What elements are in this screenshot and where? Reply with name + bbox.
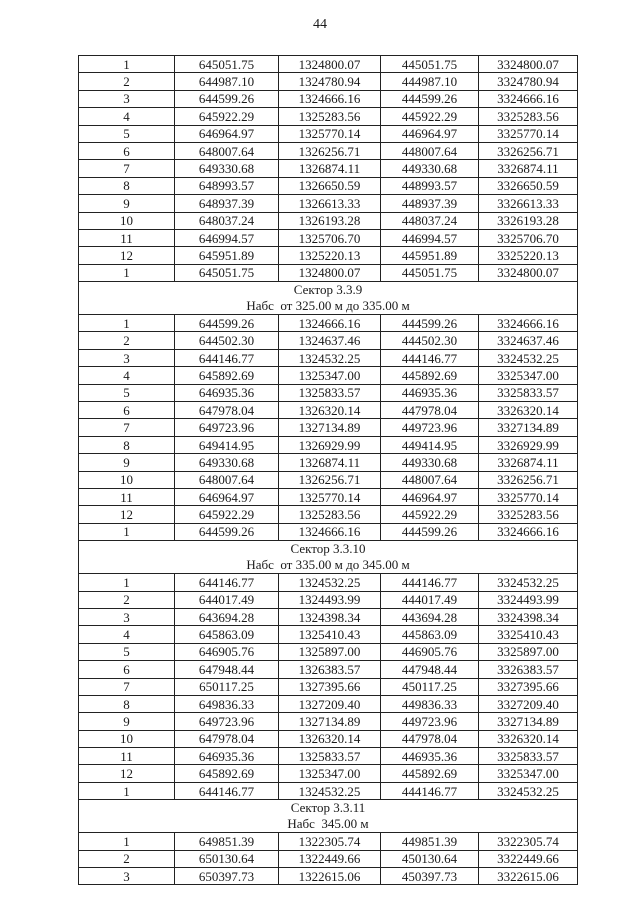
y2-coord-cell: 3324532.25 bbox=[479, 574, 578, 591]
point-number-cell: 8 bbox=[79, 436, 175, 453]
x2-coord-cell: 450130.64 bbox=[381, 850, 479, 867]
y-coord-cell: 1326874.11 bbox=[279, 160, 381, 177]
y2-coord-cell: 3326874.11 bbox=[479, 454, 578, 471]
point-number-cell: 10 bbox=[79, 212, 175, 229]
x2-coord-cell: 446994.57 bbox=[381, 229, 479, 246]
x-coord-cell: 649851.39 bbox=[175, 833, 279, 850]
x-coord-cell: 644017.49 bbox=[175, 591, 279, 608]
x-coord-cell: 649723.96 bbox=[175, 419, 279, 436]
y2-coord-cell: 3324666.16 bbox=[479, 315, 578, 332]
point-number-cell: 8 bbox=[79, 695, 175, 712]
point-number-cell: 1 bbox=[79, 264, 175, 281]
point-number-cell: 2 bbox=[79, 850, 175, 867]
y-coord-cell: 1325833.57 bbox=[279, 748, 381, 765]
y2-coord-cell: 3324666.16 bbox=[479, 90, 578, 107]
y2-coord-cell: 3324493.99 bbox=[479, 591, 578, 608]
y2-coord-cell: 3322305.74 bbox=[479, 833, 578, 850]
y-coord-cell: 1325347.00 bbox=[279, 765, 381, 782]
point-number-cell: 12 bbox=[79, 765, 175, 782]
point-number-cell: 12 bbox=[79, 506, 175, 523]
x2-coord-cell: 444146.77 bbox=[381, 574, 479, 591]
point-number-cell: 11 bbox=[79, 748, 175, 765]
x-coord-cell: 650117.25 bbox=[175, 678, 279, 695]
table-row bbox=[79, 608, 578, 625]
y2-coord-cell: 3325410.43 bbox=[479, 626, 578, 643]
x2-coord-cell: 447978.04 bbox=[381, 730, 479, 747]
x2-coord-cell: 449723.96 bbox=[381, 419, 479, 436]
point-number-cell: 2 bbox=[79, 332, 175, 349]
point-number-cell: 1 bbox=[79, 782, 175, 799]
y2-coord-cell: 3326256.71 bbox=[479, 142, 578, 159]
y2-coord-cell: 3325770.14 bbox=[479, 488, 578, 505]
y-coord-cell: 1324800.07 bbox=[279, 56, 381, 73]
section-title: Сектор 3.3.11 bbox=[290, 800, 366, 816]
x2-coord-cell: 448007.64 bbox=[381, 471, 479, 488]
y2-coord-cell: 3322449.66 bbox=[479, 850, 578, 867]
x2-coord-cell: 445051.75 bbox=[381, 264, 479, 281]
x-coord-cell: 647978.04 bbox=[175, 730, 279, 747]
x2-coord-cell: 449836.33 bbox=[381, 695, 479, 712]
x-coord-cell: 649836.33 bbox=[175, 695, 279, 712]
y2-coord-cell: 3326320.14 bbox=[479, 402, 578, 419]
table-row bbox=[79, 436, 578, 453]
table-row bbox=[79, 419, 578, 436]
point-number-cell: 11 bbox=[79, 488, 175, 505]
y-coord-cell: 1324532.25 bbox=[279, 574, 381, 591]
y2-coord-cell: 3325283.56 bbox=[479, 506, 578, 523]
x2-coord-cell: 444146.77 bbox=[381, 349, 479, 366]
x-coord-cell: 645051.75 bbox=[175, 56, 279, 73]
y-coord-cell: 1326929.99 bbox=[279, 436, 381, 453]
x2-coord-cell: 446935.36 bbox=[381, 748, 479, 765]
y-coord-cell: 1326320.14 bbox=[279, 402, 381, 419]
y-coord-cell: 1325220.13 bbox=[279, 247, 381, 264]
table-row bbox=[79, 73, 578, 90]
table-row bbox=[79, 574, 578, 591]
x2-coord-cell: 444599.26 bbox=[381, 523, 479, 540]
table-row bbox=[79, 332, 578, 349]
y-coord-cell: 1326383.57 bbox=[279, 661, 381, 678]
y-coord-cell: 1322305.74 bbox=[279, 833, 381, 850]
x-coord-cell: 649330.68 bbox=[175, 454, 279, 471]
section-header bbox=[79, 800, 578, 833]
y-coord-cell: 1324637.46 bbox=[279, 332, 381, 349]
section-subtitle: Набс от 335.00 м до 345.00 м bbox=[246, 557, 410, 573]
table-row bbox=[79, 730, 578, 747]
x-coord-cell: 645863.09 bbox=[175, 626, 279, 643]
y-coord-cell: 1325770.14 bbox=[279, 488, 381, 505]
point-number-cell: 1 bbox=[79, 56, 175, 73]
y-coord-cell: 1325833.57 bbox=[279, 384, 381, 401]
x2-coord-cell: 449330.68 bbox=[381, 454, 479, 471]
table-row bbox=[79, 125, 578, 142]
y2-coord-cell: 3325833.57 bbox=[479, 384, 578, 401]
table-row bbox=[79, 748, 578, 765]
point-number-cell: 2 bbox=[79, 73, 175, 90]
y-coord-cell: 1325706.70 bbox=[279, 229, 381, 246]
x2-coord-cell: 447948.44 bbox=[381, 661, 479, 678]
point-number-cell: 7 bbox=[79, 160, 175, 177]
x-coord-cell: 648007.64 bbox=[175, 471, 279, 488]
x-coord-cell: 646964.97 bbox=[175, 488, 279, 505]
table-row bbox=[79, 90, 578, 107]
x2-coord-cell: 444502.30 bbox=[381, 332, 479, 349]
y2-coord-cell: 3326874.11 bbox=[479, 160, 578, 177]
y2-coord-cell: 3327134.89 bbox=[479, 713, 578, 730]
x-coord-cell: 646935.36 bbox=[175, 748, 279, 765]
x-coord-cell: 649414.95 bbox=[175, 436, 279, 453]
x2-coord-cell: 445951.89 bbox=[381, 247, 479, 264]
y-coord-cell: 1322449.66 bbox=[279, 850, 381, 867]
y2-coord-cell: 3324532.25 bbox=[479, 349, 578, 366]
point-number-cell: 3 bbox=[79, 349, 175, 366]
x2-coord-cell: 444599.26 bbox=[381, 90, 479, 107]
point-number-cell: 1 bbox=[79, 523, 175, 540]
table-row bbox=[79, 195, 578, 212]
table-row bbox=[79, 695, 578, 712]
x-coord-cell: 645892.69 bbox=[175, 765, 279, 782]
y-coord-cell: 1325347.00 bbox=[279, 367, 381, 384]
y2-coord-cell: 3327134.89 bbox=[479, 419, 578, 436]
y2-coord-cell: 3324666.16 bbox=[479, 523, 578, 540]
table-row bbox=[79, 315, 578, 332]
table-row bbox=[79, 626, 578, 643]
section-title: Сектор 3.3.10 bbox=[290, 541, 366, 557]
section-subtitle: Набс 345.00 м bbox=[287, 816, 369, 832]
point-number-cell: 3 bbox=[79, 90, 175, 107]
x2-coord-cell: 444599.26 bbox=[381, 315, 479, 332]
x2-coord-cell: 448937.39 bbox=[381, 195, 479, 212]
y2-coord-cell: 3326193.28 bbox=[479, 212, 578, 229]
table-row bbox=[79, 850, 578, 867]
point-number-cell: 5 bbox=[79, 384, 175, 401]
y2-coord-cell: 3324800.07 bbox=[479, 56, 578, 73]
x-coord-cell: 645892.69 bbox=[175, 367, 279, 384]
y-coord-cell: 1322615.06 bbox=[279, 868, 381, 885]
x2-coord-cell: 446935.36 bbox=[381, 384, 479, 401]
point-number-cell: 2 bbox=[79, 591, 175, 608]
x2-coord-cell: 443694.28 bbox=[381, 608, 479, 625]
point-number-cell: 10 bbox=[79, 471, 175, 488]
y-coord-cell: 1324532.25 bbox=[279, 782, 381, 799]
table-row bbox=[79, 108, 578, 125]
x2-coord-cell: 449851.39 bbox=[381, 833, 479, 850]
y2-coord-cell: 3325770.14 bbox=[479, 125, 578, 142]
x-coord-cell: 645051.75 bbox=[175, 264, 279, 281]
y-coord-cell: 1325410.43 bbox=[279, 626, 381, 643]
y2-coord-cell: 3325347.00 bbox=[479, 367, 578, 384]
x-coord-cell: 646964.97 bbox=[175, 125, 279, 142]
table-row bbox=[79, 782, 578, 799]
table-row bbox=[79, 678, 578, 695]
table-row bbox=[79, 229, 578, 246]
point-number-cell: 5 bbox=[79, 125, 175, 142]
y2-coord-cell: 3324398.34 bbox=[479, 608, 578, 625]
y-coord-cell: 1325897.00 bbox=[279, 643, 381, 660]
y-coord-cell: 1324780.94 bbox=[279, 73, 381, 90]
table-row bbox=[79, 661, 578, 678]
table-row bbox=[79, 765, 578, 782]
x2-coord-cell: 445892.69 bbox=[381, 765, 479, 782]
point-number-cell: 8 bbox=[79, 177, 175, 194]
y2-coord-cell: 3325897.00 bbox=[479, 643, 578, 660]
x-coord-cell: 650130.64 bbox=[175, 850, 279, 867]
y-coord-cell: 1324666.16 bbox=[279, 90, 381, 107]
y2-coord-cell: 3326383.57 bbox=[479, 661, 578, 678]
table-row bbox=[79, 247, 578, 264]
x-coord-cell: 645922.29 bbox=[175, 108, 279, 125]
y2-coord-cell: 3324780.94 bbox=[479, 73, 578, 90]
y2-coord-cell: 3325347.00 bbox=[479, 765, 578, 782]
y2-coord-cell: 3324800.07 bbox=[479, 264, 578, 281]
y-coord-cell: 1324398.34 bbox=[279, 608, 381, 625]
y2-coord-cell: 3327209.40 bbox=[479, 695, 578, 712]
y2-coord-cell: 3324532.25 bbox=[479, 782, 578, 799]
point-number-cell: 4 bbox=[79, 108, 175, 125]
y-coord-cell: 1325283.56 bbox=[279, 506, 381, 523]
point-number-cell: 3 bbox=[79, 608, 175, 625]
x-coord-cell: 647978.04 bbox=[175, 402, 279, 419]
x2-coord-cell: 449330.68 bbox=[381, 160, 479, 177]
table-row bbox=[79, 454, 578, 471]
y-coord-cell: 1326320.14 bbox=[279, 730, 381, 747]
y2-coord-cell: 3324637.46 bbox=[479, 332, 578, 349]
x2-coord-cell: 444146.77 bbox=[381, 782, 479, 799]
table-row bbox=[79, 506, 578, 523]
point-number-cell: 11 bbox=[79, 229, 175, 246]
y2-coord-cell: 3325706.70 bbox=[479, 229, 578, 246]
point-number-cell: 12 bbox=[79, 247, 175, 264]
x2-coord-cell: 445922.29 bbox=[381, 108, 479, 125]
point-number-cell: 1 bbox=[79, 315, 175, 332]
x-coord-cell: 649723.96 bbox=[175, 713, 279, 730]
point-number-cell: 9 bbox=[79, 713, 175, 730]
point-number-cell: 6 bbox=[79, 142, 175, 159]
x2-coord-cell: 444017.49 bbox=[381, 591, 479, 608]
x-coord-cell: 648037.24 bbox=[175, 212, 279, 229]
x2-coord-cell: 450117.25 bbox=[381, 678, 479, 695]
y2-coord-cell: 3322615.06 bbox=[479, 868, 578, 885]
point-number-cell: 6 bbox=[79, 661, 175, 678]
y2-coord-cell: 3326613.33 bbox=[479, 195, 578, 212]
x2-coord-cell: 449723.96 bbox=[381, 713, 479, 730]
point-number-cell: 3 bbox=[79, 868, 175, 885]
point-number-cell: 10 bbox=[79, 730, 175, 747]
x-coord-cell: 645922.29 bbox=[175, 506, 279, 523]
y2-coord-cell: 3326320.14 bbox=[479, 730, 578, 747]
section-header-row bbox=[79, 800, 578, 833]
y-coord-cell: 1324800.07 bbox=[279, 264, 381, 281]
table-row bbox=[79, 643, 578, 660]
x-coord-cell: 644146.77 bbox=[175, 574, 279, 591]
table-row bbox=[79, 142, 578, 159]
x-coord-cell: 646935.36 bbox=[175, 384, 279, 401]
page-number: 44 bbox=[313, 17, 327, 32]
y-coord-cell: 1326613.33 bbox=[279, 195, 381, 212]
x-coord-cell: 644599.26 bbox=[175, 523, 279, 540]
point-number-cell: 9 bbox=[79, 454, 175, 471]
y2-coord-cell: 3325220.13 bbox=[479, 247, 578, 264]
table-row bbox=[79, 713, 578, 730]
y-coord-cell: 1327209.40 bbox=[279, 695, 381, 712]
point-number-cell: 4 bbox=[79, 626, 175, 643]
section-header bbox=[79, 282, 578, 315]
point-number-cell: 1 bbox=[79, 833, 175, 850]
y-coord-cell: 1326256.71 bbox=[279, 471, 381, 488]
x2-coord-cell: 448037.24 bbox=[381, 212, 479, 229]
section-title: Сектор 3.3.9 bbox=[293, 282, 363, 298]
x2-coord-cell: 445051.75 bbox=[381, 56, 479, 73]
table-row bbox=[79, 833, 578, 850]
y-coord-cell: 1326874.11 bbox=[279, 454, 381, 471]
x-coord-cell: 648007.64 bbox=[175, 142, 279, 159]
y2-coord-cell: 3325833.57 bbox=[479, 748, 578, 765]
point-number-cell: 7 bbox=[79, 419, 175, 436]
y-coord-cell: 1327395.66 bbox=[279, 678, 381, 695]
coordinates-table-body bbox=[79, 56, 578, 885]
table-row bbox=[79, 349, 578, 366]
coordinates-table bbox=[78, 55, 578, 885]
table-row bbox=[79, 177, 578, 194]
x2-coord-cell: 446964.97 bbox=[381, 125, 479, 142]
x2-coord-cell: 445863.09 bbox=[381, 626, 479, 643]
y-coord-cell: 1324532.25 bbox=[279, 349, 381, 366]
x-coord-cell: 647948.44 bbox=[175, 661, 279, 678]
y-coord-cell: 1324493.99 bbox=[279, 591, 381, 608]
y-coord-cell: 1324666.16 bbox=[279, 315, 381, 332]
x-coord-cell: 644987.10 bbox=[175, 73, 279, 90]
y-coord-cell: 1325283.56 bbox=[279, 108, 381, 125]
y-coord-cell: 1325770.14 bbox=[279, 125, 381, 142]
point-number-cell: 4 bbox=[79, 367, 175, 384]
table-row bbox=[79, 367, 578, 384]
point-number-cell: 1 bbox=[79, 574, 175, 591]
table-row bbox=[79, 471, 578, 488]
x2-coord-cell: 445892.69 bbox=[381, 367, 479, 384]
x2-coord-cell: 447978.04 bbox=[381, 402, 479, 419]
section-header-row bbox=[79, 282, 578, 315]
table-row bbox=[79, 160, 578, 177]
x-coord-cell: 644502.30 bbox=[175, 332, 279, 349]
section-subtitle: Набс от 325.00 м до 335.00 м bbox=[246, 298, 410, 314]
y-coord-cell: 1326650.59 bbox=[279, 177, 381, 194]
point-number-cell: 5 bbox=[79, 643, 175, 660]
y-coord-cell: 1327134.89 bbox=[279, 419, 381, 436]
table-row bbox=[79, 868, 578, 885]
table-row bbox=[79, 402, 578, 419]
x2-coord-cell: 446905.76 bbox=[381, 643, 479, 660]
table-row bbox=[79, 264, 578, 281]
point-number-cell: 9 bbox=[79, 195, 175, 212]
x2-coord-cell: 444987.10 bbox=[381, 73, 479, 90]
x2-coord-cell: 448993.57 bbox=[381, 177, 479, 194]
y-coord-cell: 1324666.16 bbox=[279, 523, 381, 540]
x-coord-cell: 649330.68 bbox=[175, 160, 279, 177]
x-coord-cell: 644146.77 bbox=[175, 349, 279, 366]
table-row bbox=[79, 488, 578, 505]
y-coord-cell: 1326193.28 bbox=[279, 212, 381, 229]
x2-coord-cell: 449414.95 bbox=[381, 436, 479, 453]
x-coord-cell: 644146.77 bbox=[175, 782, 279, 799]
x-coord-cell: 648993.57 bbox=[175, 177, 279, 194]
x-coord-cell: 643694.28 bbox=[175, 608, 279, 625]
x2-coord-cell: 448007.64 bbox=[381, 142, 479, 159]
point-number-cell: 7 bbox=[79, 678, 175, 695]
x-coord-cell: 645951.89 bbox=[175, 247, 279, 264]
section-header-row bbox=[79, 541, 578, 574]
table-row bbox=[79, 384, 578, 401]
y2-coord-cell: 3326929.99 bbox=[479, 436, 578, 453]
section-header bbox=[79, 541, 578, 574]
y2-coord-cell: 3326256.71 bbox=[479, 471, 578, 488]
table-row bbox=[79, 591, 578, 608]
x2-coord-cell: 446964.97 bbox=[381, 488, 479, 505]
x-coord-cell: 650397.73 bbox=[175, 868, 279, 885]
x-coord-cell: 646994.57 bbox=[175, 229, 279, 246]
x2-coord-cell: 450397.73 bbox=[381, 868, 479, 885]
y-coord-cell: 1327134.89 bbox=[279, 713, 381, 730]
y2-coord-cell: 3327395.66 bbox=[479, 678, 578, 695]
table-row bbox=[79, 523, 578, 540]
x2-coord-cell: 445922.29 bbox=[381, 506, 479, 523]
y2-coord-cell: 3325283.56 bbox=[479, 108, 578, 125]
point-number-cell: 6 bbox=[79, 402, 175, 419]
table-row bbox=[79, 212, 578, 229]
x-coord-cell: 644599.26 bbox=[175, 315, 279, 332]
y-coord-cell: 1326256.71 bbox=[279, 142, 381, 159]
x-coord-cell: 648937.39 bbox=[175, 195, 279, 212]
x-coord-cell: 644599.26 bbox=[175, 90, 279, 107]
table-row bbox=[79, 56, 578, 73]
x-coord-cell: 646905.76 bbox=[175, 643, 279, 660]
y2-coord-cell: 3326650.59 bbox=[479, 177, 578, 194]
